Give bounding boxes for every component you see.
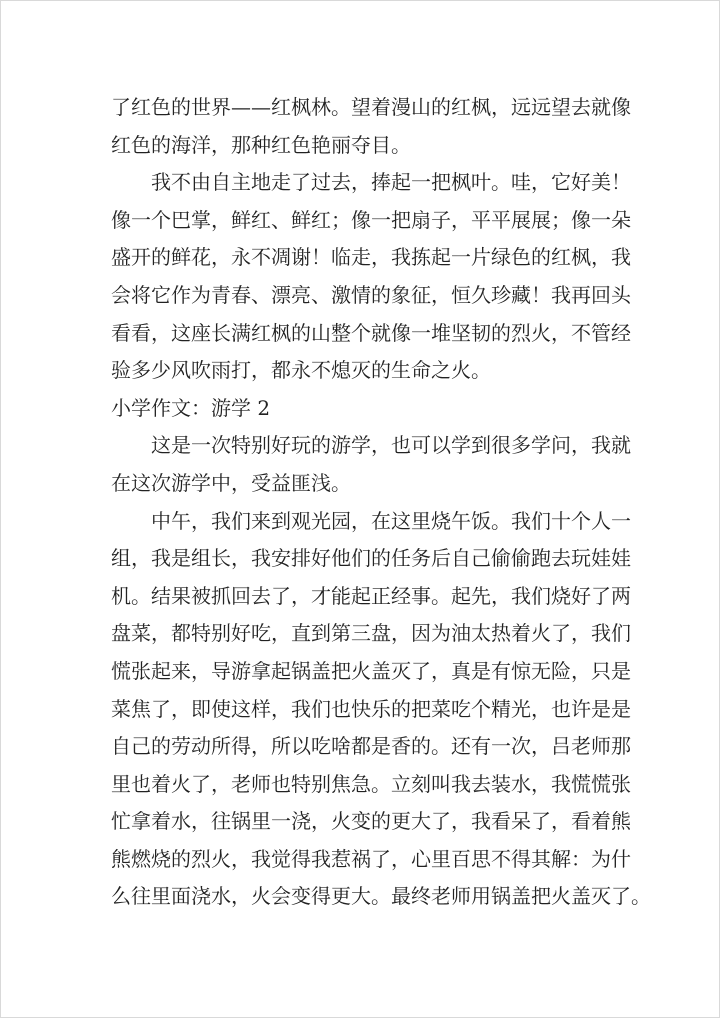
text-line: 红色的海洋，那种红色艳丽夺目。 bbox=[111, 132, 411, 157]
text-line: 盛开的鲜花，永不凋谢！临走，我拣起一片绿色的红枫，我 bbox=[111, 245, 631, 270]
document-body bbox=[111, 89, 720, 916]
text-line: 看看，这座长满红枫的山整个就像一堆坚韧的烈火，不管经 bbox=[111, 320, 631, 345]
text-line: 自己的劳动所得，所以吃啥都是香的。还有一次，吕老师那 bbox=[111, 734, 631, 759]
text-line: 忙拿着水，往锅里一浇，火变的更大了，我看呆了，看着熊 bbox=[111, 809, 631, 834]
text-line: 慌张起来，导游拿起锅盖把火盖灭了，真是有惊无险，只是 bbox=[111, 658, 631, 683]
section-heading: 小学作文：游学 2 bbox=[111, 395, 271, 420]
text-line: 里也着火了，老师也特别焦急。立刻叫我去装水，我慌慌张 bbox=[111, 771, 631, 796]
text-line: 组，我是组长，我安排好他们的任务后自己偷偷跑去玩娃娃 bbox=[111, 546, 631, 571]
paragraph-start-line: 中午，我们来到观光园，在这里烧午饭。我们十个人一 bbox=[151, 508, 631, 533]
paragraph-start-line: 这是一次特别好玩的游学，也可以学到很多学问，我就 bbox=[151, 433, 631, 458]
text-line: 机。结果被抓回去了，才能起正经事。起先，我们烧好了两 bbox=[111, 583, 631, 608]
text-line: 像一个巴掌，鲜红、鲜红；像一把扇子，平平展展；像一朵 bbox=[111, 207, 631, 232]
text-line: 了红色的世界——红枫林。望着漫山的红枫，远远望去就像 bbox=[111, 95, 631, 119]
text-line: 会将它作为青春、漂亮、激情的象征，恒久珍藏！我再回头 bbox=[111, 282, 631, 307]
text-line: 验多少风吹雨打，都永不熄灭的生命之火。 bbox=[111, 358, 491, 383]
text-line: 么往里面浇水，火会变得更大。最终老师用锅盖把火盖灭了。 bbox=[111, 884, 651, 909]
text-line: 盘菜，都特别好吃，直到第三盘，因为油太热着火了，我们 bbox=[111, 621, 631, 646]
text-line: 在这次游学中，受益匪浅。 bbox=[111, 470, 351, 495]
text-line: 熊燃烧的烈火，我觉得我惹祸了，心里百思不得其解：为什 bbox=[111, 846, 631, 871]
text-line: 菜焦了，即使这样，我们也快乐的把菜吃个精光，也许是是 bbox=[111, 696, 631, 721]
paragraph-start-line: 我不由自主地走了过去，捧起一把枫叶。哇，它好美！ bbox=[151, 170, 631, 195]
